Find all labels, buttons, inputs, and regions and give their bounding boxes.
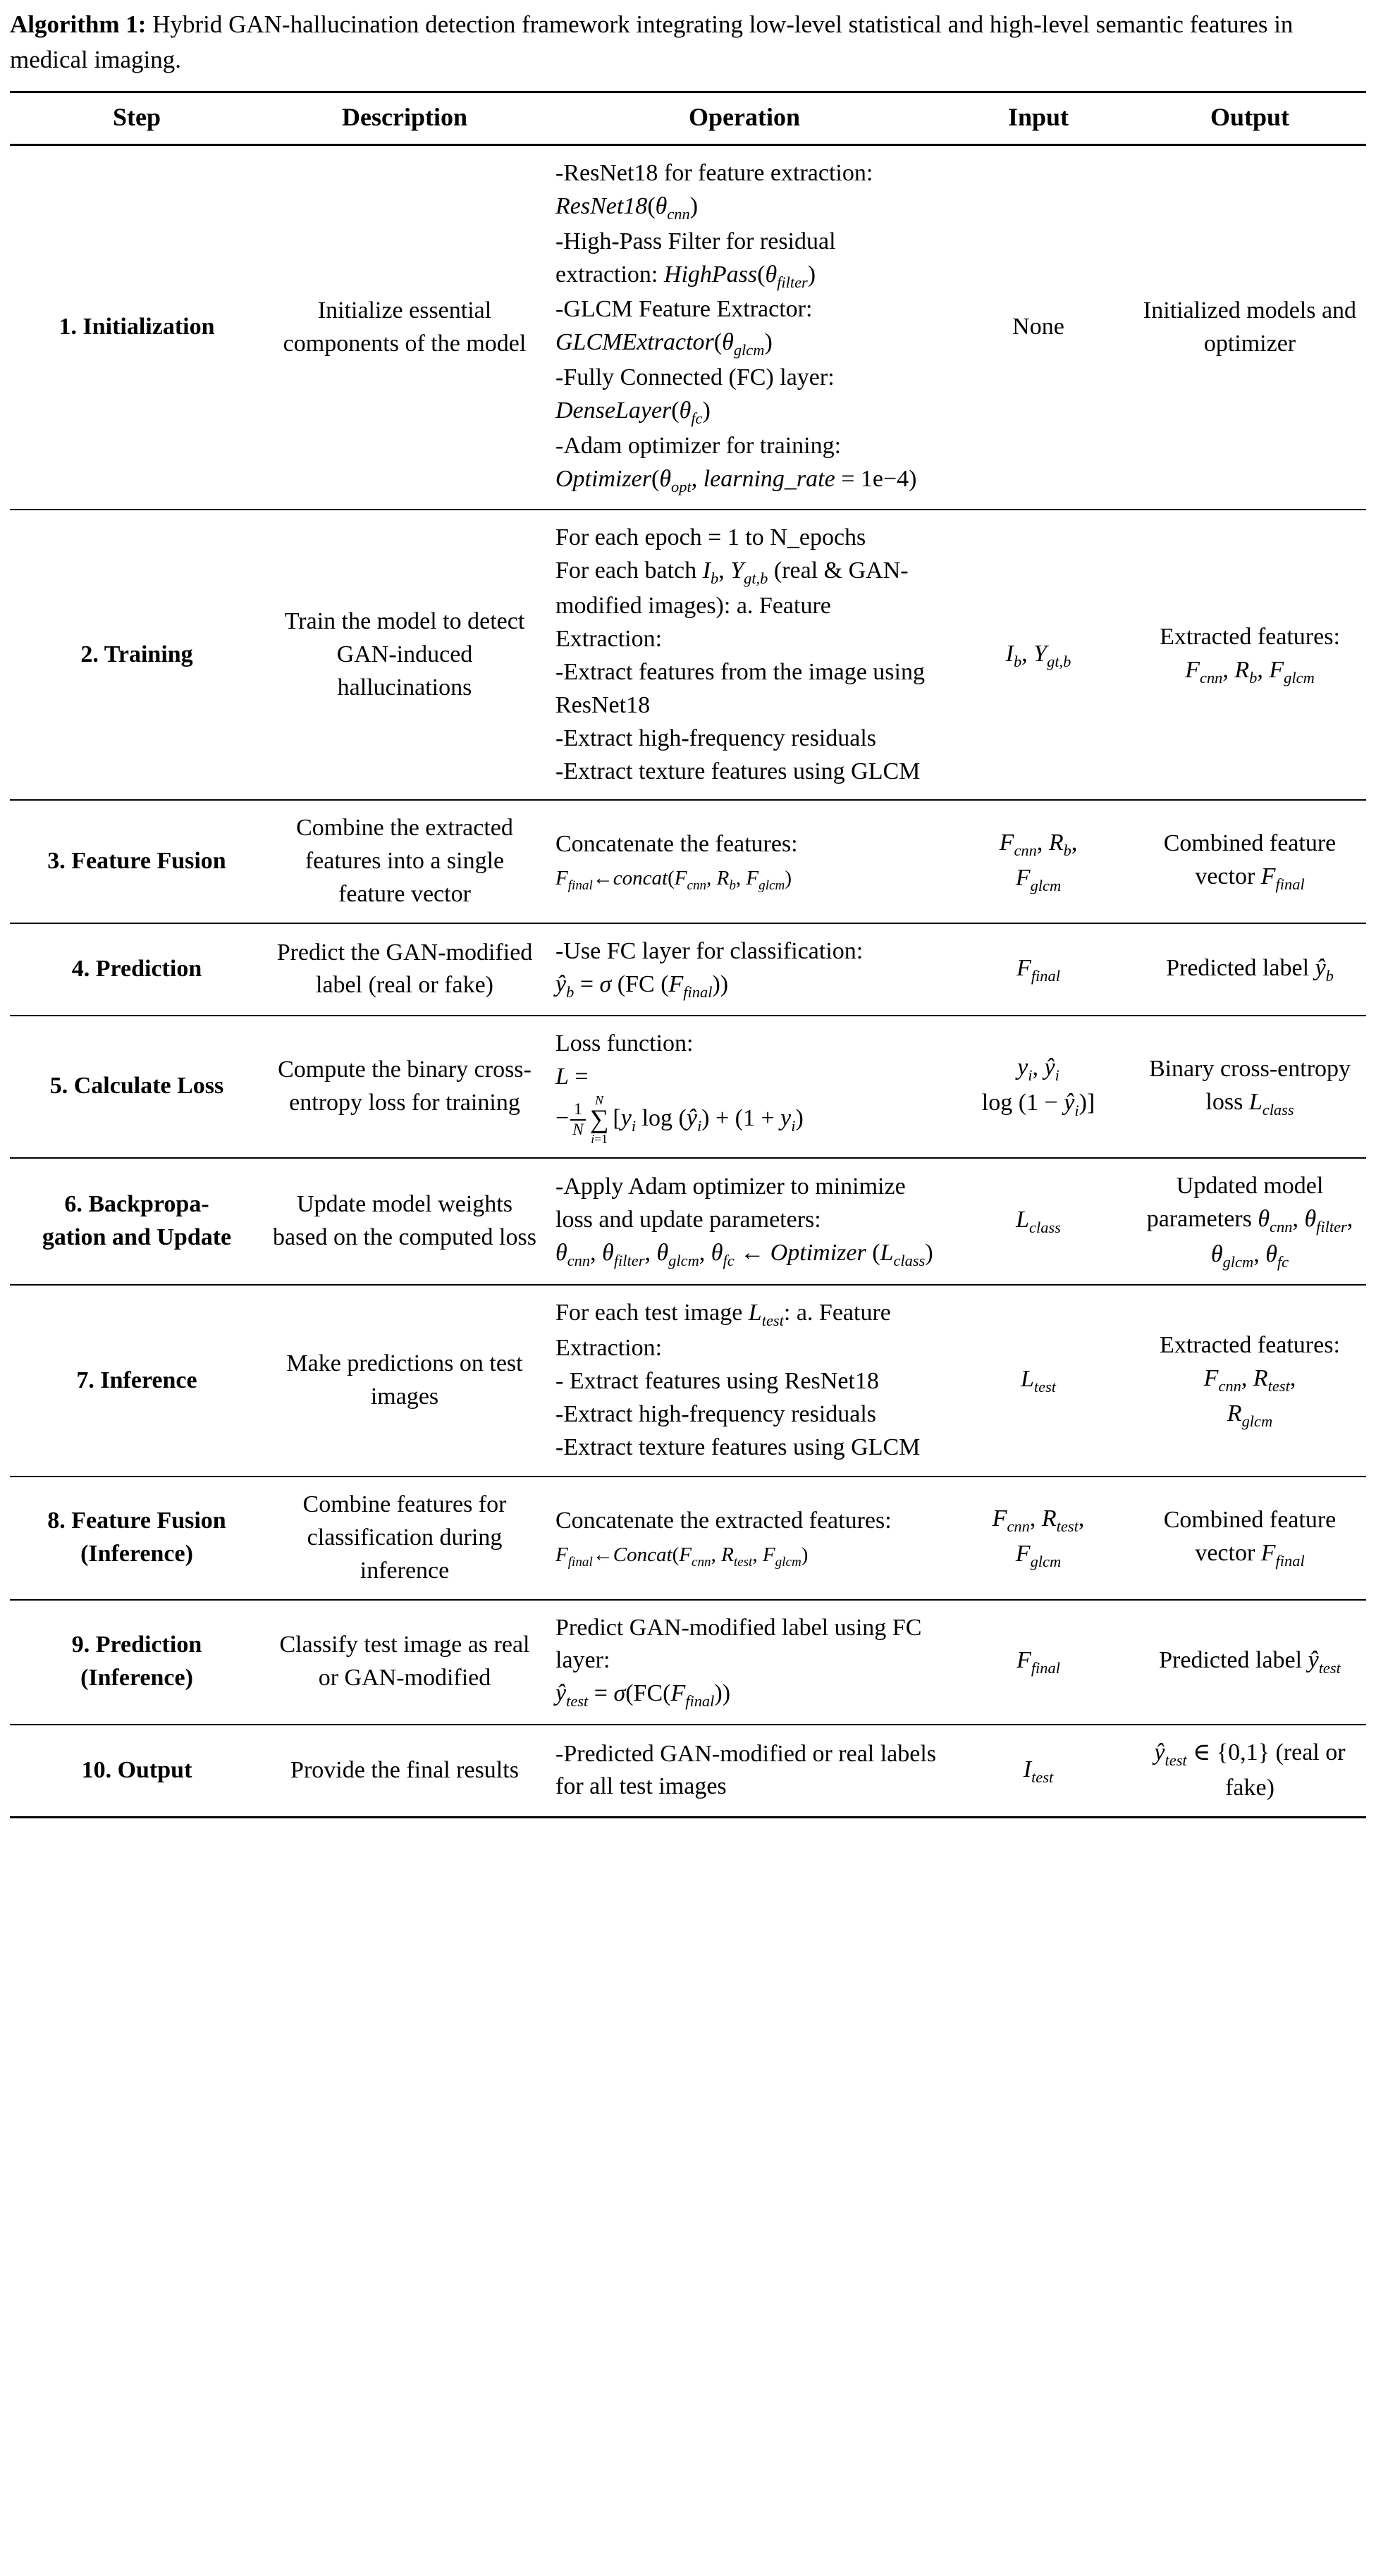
row6-output: Updated model parameters $\theta_{cnn}$, $\theta_{filter}$, $\theta_{glcm}$, $\theta_{fc}$ — [1134, 1158, 1366, 1285]
table-row-9 — [10, 1600, 1366, 1725]
row3-step: 3. Feature Fusion — [10, 800, 264, 923]
table-row-10 — [10, 1725, 1366, 1817]
row1-output: Initialized models and optimizer — [1134, 145, 1366, 510]
caption-label: Algorithm 1: — [10, 11, 147, 38]
header-description: Description — [264, 92, 546, 145]
row4-output: Predicted label $ŷ_b$ — [1134, 923, 1366, 1016]
row7-operation: For each test image $L_{test}$: a. Feature Extraction: - Extract features using ResNet18 -Extract high-frequency residuals -Extract texture features using GLCM — [546, 1285, 943, 1476]
algorithm-table — [10, 91, 1366, 1818]
row3-output: Combined feature vector $F_{final}$ — [1134, 800, 1366, 923]
table-row-7 — [10, 1285, 1366, 1476]
row10-step: 10. Output — [10, 1725, 264, 1817]
row8-input: $F_{cnn}$, $R_{test}$, $F_{glcm}$ — [943, 1477, 1134, 1600]
row10-description: Provide the final results — [264, 1725, 546, 1817]
row10-input: $I_{test}$ — [943, 1725, 1134, 1817]
row7-input: $L_{test}$ — [943, 1285, 1134, 1476]
table-row-5 — [10, 1016, 1366, 1158]
header-operation: Operation — [546, 92, 943, 145]
row8-output: Combined feature vector $F_{final}$ — [1134, 1477, 1366, 1600]
row3-input: $F_{cnn}$, $R_b$, $F_{glcm}$ — [943, 800, 1134, 923]
header-row — [10, 92, 1366, 145]
row4-step: 4. Prediction — [10, 923, 264, 1016]
row9-step: 9. Prediction (Inference) — [10, 1600, 264, 1725]
table-row-2 — [10, 510, 1366, 800]
table-body — [10, 145, 1366, 1818]
row3-description: Combine the extracted features into a single feature vector — [264, 800, 546, 923]
row6-operation: -Apply Adam optimizer to minimize loss and update parameters: $\theta_{cnn}$, $\theta_{filter}$, $\theta_{glcm}$, $\theta_{fc}$ ← Optimizer $(L_{class})$ — [546, 1158, 943, 1285]
row2-input: $I_b$, $Y_{gt,b}$ — [943, 510, 1134, 800]
row5-output: Binary cross-entropy loss $L_{class}$ — [1134, 1016, 1366, 1158]
table-row-1 — [10, 145, 1366, 510]
row7-output: Extracted features: $F_{cnn}$, $R_{test}$, $R_{glcm}$ — [1134, 1285, 1366, 1476]
caption-text: Hybrid GAN-hallucination detection framework integrating low-level statistical and high-level semantic features in medical imaging. — [10, 11, 1294, 73]
table-row-8 — [10, 1477, 1366, 1600]
table-row-6 — [10, 1158, 1366, 1285]
row1-operation: -ResNet18 for feature extraction: $ResNet18(\theta_{cnn})$ -High-Pass Filter for residual extraction: $HighPass(\theta_{filter})$ -GLCM Feature Extractor: $GLCMExtractor(\theta_{glcm})$ -Fully Connected (FC) layer: $DenseLayer(\theta_{fc})$ -Adam optimizer for training: $Optimizer(\theta_{opt}$, learning_rate = 1e−4) — [546, 145, 943, 510]
row6-input: $L_{class}$ — [943, 1158, 1134, 1285]
table-row-3 — [10, 800, 1366, 923]
algorithm-caption — [10, 7, 1366, 77]
row10-output: $ŷ_{test}$ ∈ {0,1} (real or fake) — [1134, 1725, 1366, 1817]
row2-output: Extracted features: $F_{cnn}$, $R_b$, $F_{glcm}$ — [1134, 510, 1366, 800]
header-output: Output — [1134, 92, 1366, 145]
row2-operation: For each epoch = 1 to N_epochs For each batch $I_b$, $Y_{gt,b}$ (real & GAN-modified images): a. Feature Extraction: -Extract features from the image using ResNet18 -Extract high-frequency residuals -Extract texture features using GLCM — [546, 510, 943, 800]
row8-description: Combine features for classification during inference — [264, 1477, 546, 1600]
row7-step: 7. Inference — [10, 1285, 264, 1476]
row8-step: 8. Feature Fusion (Inference) — [10, 1477, 264, 1600]
row7-description: Make predictions on test images — [264, 1285, 546, 1476]
row2-description: Train the model to detect GAN-induced hallucinations — [264, 510, 546, 800]
row6-description: Update model weights based on the computed loss — [264, 1158, 546, 1285]
row1-description: Initialize essential components of the model — [264, 145, 546, 510]
row8-operation: Concatenate the extracted features: $F_{final}\leftarrow Concat(F_{cnn}$, $R_{test}$, $F_{glcm}$) — [546, 1477, 943, 1600]
row10-operation: -Predicted GAN-modified or real labels for all test images — [546, 1725, 943, 1817]
header-input: Input — [943, 92, 1134, 145]
row9-description: Classify test image as real or GAN-modified — [264, 1600, 546, 1725]
row5-operation: Loss function: L = − $\frac{1}{N}$ N ∑ i=1 [$y_i$ $\log (ŷ_i) + (1 + y_i)$ — [546, 1016, 943, 1158]
row1-step: 1. Initialization — [10, 145, 264, 510]
row5-input: $y_i$, $ŷ_i$ $\log (1 - ŷ_i)$] — [943, 1016, 1134, 1158]
row4-input: $F_{final}$ — [943, 923, 1134, 1016]
row4-description: Predict the GAN-modified label (real or fake) — [264, 923, 546, 1016]
row1-input: None — [943, 145, 1134, 510]
row2-step: 2. Training — [10, 510, 264, 800]
table-row-4 — [10, 923, 1366, 1016]
row4-operation: -Use FC layer for classification: $ŷ_b = \sigma$ (FC $(F_{final})$) — [546, 923, 943, 1016]
row9-output: Predicted label $ŷ_{test}$ — [1134, 1600, 1366, 1725]
row5-step: 5. Calculate Loss — [10, 1016, 264, 1158]
row6-step: 6. Backpropa- gation and Update — [10, 1158, 264, 1285]
row9-operation: Predict GAN-modified label using FC layer: $ŷ_{test} = \sigma(FC(F_{final}))$ — [546, 1600, 943, 1725]
page — [10, 0, 1366, 1818]
row3-operation: Concatenate the features: $F_{final}\leftarrow concat(F_{cnn}$, $R_b$, $F_{glcm}$) — [546, 800, 943, 923]
header-step: Step — [10, 92, 264, 145]
row9-input: $F_{final}$ — [943, 1600, 1134, 1725]
row5-description: Compute the binary cross-entropy loss for training — [264, 1016, 546, 1158]
